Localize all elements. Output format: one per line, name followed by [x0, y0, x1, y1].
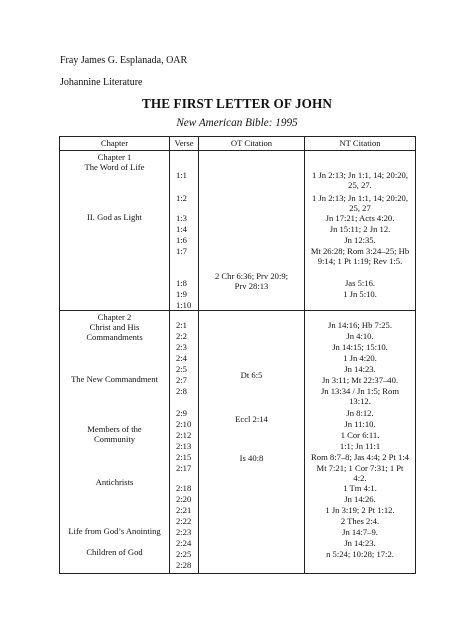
nt-citation: Jn 14:7–9.	[342, 527, 378, 537]
verse-label: 2:7	[176, 375, 187, 385]
verse-label: 2:1	[176, 320, 187, 330]
nt-citation: Jn 11:10.	[344, 419, 376, 429]
ot-citation: Dt 6:5	[240, 370, 263, 380]
nt-citation: 1 Jn 4:20.	[343, 353, 377, 363]
verse-label: 1:6	[176, 235, 187, 245]
nt-citation: 1 Jn 3:19; 2 Pt 1:12.	[325, 505, 395, 515]
chapter-1-chapter-cell	[60, 151, 170, 311]
header-ot-citation: OT Citation	[199, 137, 305, 151]
author-line: Fray James G. Esplanada, OAR	[60, 55, 188, 66]
verse-label: 1:8	[176, 278, 187, 288]
nt-citation: 2 Thes 2:4.	[340, 516, 380, 526]
section-word-of-life: The Word of Life	[84, 162, 145, 172]
chapter-1-verse-cell	[170, 151, 199, 311]
verse-label: 2:22	[176, 516, 192, 526]
header-chapter: Chapter	[60, 137, 170, 151]
nt-citation: Jn 8:12.	[346, 408, 374, 418]
verse-label: 2:21	[176, 505, 192, 515]
nt-citation: Jn 14:23.	[344, 538, 376, 548]
section-life-from-gods-anointing: Life from God’s Anointing	[68, 526, 161, 536]
nt-citation: 25, 27	[349, 203, 371, 213]
document-subtitle: New American Bible: 1995	[176, 117, 298, 129]
course-line: Johannine Literature	[60, 77, 143, 88]
ot-citation: Eccl 2:14	[235, 414, 268, 424]
chapter-2-nt-cell	[305, 311, 416, 574]
header-nt-citation: NT Citation	[305, 137, 416, 151]
section-antichrists: Antichrists	[95, 477, 134, 487]
verse-label: 2:15	[176, 452, 192, 462]
nt-citation: 13:12.	[349, 396, 371, 406]
nt-citation: Jn 14:23.	[344, 364, 376, 374]
nt-citation: 4:2.	[353, 473, 367, 483]
nt-citation: Mt 7:21; 1 Cor 7:31; 1 Pt	[316, 463, 404, 473]
chapter-2-row	[60, 311, 416, 574]
citation-table	[59, 136, 416, 574]
nt-citation: Jn 12:35.	[344, 235, 376, 245]
verse-label: 2:2	[176, 331, 187, 341]
verse-label: 1:7	[176, 246, 187, 256]
section-children-of-god: Children of God	[86, 547, 143, 557]
verse-label: 2:17	[176, 463, 192, 473]
section-community: Community	[93, 434, 136, 444]
ot-citation: Prv 28:13	[234, 281, 269, 291]
header-verse: Verse	[170, 137, 199, 151]
nt-citation: 1 Tm 4:1.	[343, 483, 377, 493]
verse-label: 2:8	[176, 386, 187, 396]
verse-label: 2:4	[176, 353, 187, 363]
verse-label: 2:28	[176, 560, 192, 570]
nt-citation: Jn 13:34 / Jn 1:5; Rom	[320, 386, 400, 396]
verse-label: 1:4	[176, 224, 187, 234]
document-title: THE FIRST LETTER OF JOHN	[142, 96, 332, 111]
verse-label: 1:3	[176, 213, 187, 223]
nt-citation: 25, 27.	[348, 180, 372, 190]
nt-citation: Jn 4:10.	[346, 331, 374, 341]
verse-label: 2:5	[176, 364, 187, 374]
verse-label: 2:10	[176, 419, 192, 429]
verse-label: 2:13	[176, 441, 192, 451]
nt-citation: Rom 8:7–8; Jas 4:4; 2 Pt 1:4	[311, 452, 409, 462]
verse-label: 1:2	[176, 193, 187, 203]
section-god-as-light: II. God as Light	[87, 212, 142, 222]
nt-citation: 1 Jn 5:10.	[343, 289, 377, 299]
verse-label: 2:20	[176, 494, 192, 504]
ot-citation: Is 40:8	[239, 453, 264, 463]
nt-citation: Jas 5:16.	[344, 278, 376, 288]
chapter-1-row	[60, 151, 416, 311]
verse-label: 2:24	[176, 538, 192, 548]
verse-label: 1:9	[176, 289, 187, 299]
nt-citation: Jn 14:26.	[344, 494, 376, 504]
nt-citation: 1:1; Jn 11:1	[339, 441, 381, 451]
verse-label: 2:3	[176, 342, 187, 352]
verse-label: 2:9	[176, 408, 187, 418]
chapter-2-chapter-cell	[60, 311, 170, 574]
nt-citation: 1 Jn 2:13; Jn 1:1, 14; 20:20,	[312, 170, 408, 180]
nt-citation: Mt 26:28; Rom 3:24–25; Hb	[310, 246, 410, 256]
nt-citation: Jn 14:15; 15:10.	[332, 342, 388, 352]
verse-label: 2:18	[176, 483, 192, 493]
section-christ-and-his: Christ and His	[89, 322, 140, 332]
nt-citation: Jn 15:11; 2 Jn 12.	[329, 224, 391, 234]
chapter-1-heading: Chapter 1	[97, 152, 132, 162]
chapter-1-nt-cell	[305, 151, 416, 311]
chapter-1-ot-cell	[199, 151, 305, 311]
verse-label: 1:10	[176, 300, 192, 310]
verse-label: 2:12	[176, 430, 192, 440]
section-members-of-the: Members of the	[87, 424, 142, 434]
ot-citation: 2 Chr 6:36; Prv 20:9;	[214, 271, 289, 281]
nt-citation: 1 Jn 2:13; Jn 1:1, 14; 20:20,	[312, 193, 408, 203]
verse-label: 1:1	[176, 170, 187, 180]
nt-citation: Jn 17:21; Acts 4:20.	[325, 213, 395, 223]
nt-citation: Jn 3:11; Mt 22:37–40.	[321, 375, 399, 385]
nt-citation: Jn 14:16; Hb 7:25.	[328, 320, 392, 330]
section-new-commandment: The New Commandment	[71, 374, 158, 384]
nt-citation: 9:14; 1 Pt 1:19; Rev 1:5.	[317, 256, 403, 266]
chapter-2-heading: Chapter 2	[97, 312, 132, 322]
verse-label: 2:25	[176, 549, 192, 559]
section-commandments: Commandments	[86, 332, 143, 342]
chapter-2-verse-cell	[170, 311, 199, 574]
nt-citation: n 5:24; 10:28; 17:2.	[326, 549, 394, 559]
nt-citation: 1 Cor 6:11.	[340, 430, 380, 440]
table-header-row	[60, 137, 416, 151]
verse-label: 2:23	[176, 527, 192, 537]
chapter-2-ot-cell	[199, 311, 305, 574]
